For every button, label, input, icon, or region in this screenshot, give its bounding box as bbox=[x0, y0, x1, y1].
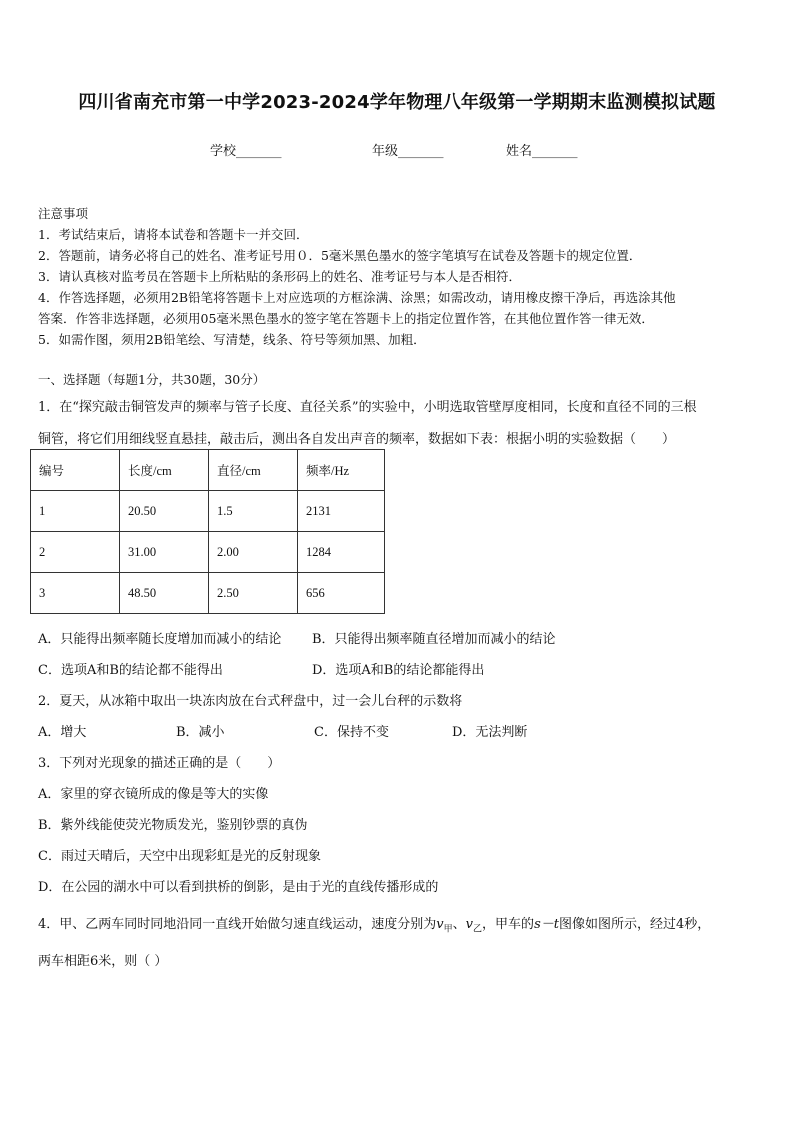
table-header-cell: 频率/Hz bbox=[298, 450, 385, 491]
table-header-cell: 直径/cm bbox=[209, 450, 298, 491]
table-cell: 48.50 bbox=[120, 573, 209, 614]
velocity-symbol: v bbox=[465, 917, 474, 932]
q1-option-a: A．只能得出频率随长度增加而减小的结论 bbox=[38, 632, 282, 647]
table-cell: 2.00 bbox=[209, 532, 298, 573]
q1-option-c: C．选项A和B的结论都不能得出 bbox=[38, 663, 223, 678]
q2-option-c: C．保持不变 bbox=[314, 725, 389, 740]
table-cell: 2131 bbox=[298, 491, 385, 532]
notice-item-4: 4．作答选择题，必须用2B铅笔将答题卡上对应选项的方框涂满、涂黑；如需改动，请用橡皮擦干净后，再选涂其他 bbox=[38, 290, 676, 305]
notice-item-2: 2．答题前，请务必将自己的姓名、准考证号用０．5毫米黑色墨水的签字笔填写在试卷及答题卡的规定位置． bbox=[38, 248, 642, 263]
q4-text-part2: ，甲车的 bbox=[482, 917, 535, 932]
subscript-jia: 甲 bbox=[443, 924, 453, 935]
table-cell: 1284 bbox=[298, 532, 385, 573]
table-row bbox=[31, 532, 385, 573]
q4-separator: 、 bbox=[452, 917, 466, 932]
q2-option-a: A．增大 bbox=[38, 725, 87, 740]
notice-item-4-cont: 答案．作答非选择题，必须用05毫米黑色墨水的签字笔在答题卡上的指定位置作答，在其他位置作答一律无效． bbox=[38, 311, 654, 326]
st-symbol: s－t bbox=[534, 917, 559, 932]
table-header-cell: 长度/cm bbox=[120, 450, 209, 491]
section-heading: 一、选择题（每题1分，共30题，30分） bbox=[38, 372, 266, 387]
table-cell: 656 bbox=[298, 573, 385, 614]
velocity-symbol: v bbox=[436, 917, 444, 932]
exam-title: 四川省南充市第一中学2023-2024学年物理八年级第一学期期末监测模拟试题 bbox=[78, 92, 716, 113]
table-cell: 1 bbox=[31, 491, 120, 532]
q3-option-c: C．雨过天晴后，天空中出现彩虹是光的反射现象 bbox=[38, 849, 321, 864]
q1-option-b: B．只能得出频率随直径增加而减小的结论 bbox=[312, 632, 556, 647]
table-row bbox=[31, 491, 385, 532]
school-field: 学校_______ bbox=[210, 144, 282, 159]
q3-option-a: A．家里的穿衣镜所成的像是等大的实像 bbox=[38, 787, 269, 802]
q3-option-b: B．紫外线能使荧光物质发光，鉴别钞票的真伪 bbox=[38, 818, 308, 833]
q1-stem-line2: 铜管，将它们用细线竖直悬挂，敲击后，测出各自发出声音的频率，数据如下表：根据小明的实验数据（ ） bbox=[38, 432, 676, 447]
subscript-yi: 乙 bbox=[473, 924, 483, 935]
q2-option-b: B．减小 bbox=[176, 725, 225, 740]
q3-option-d: D．在公园的湖水中可以看到拱桥的倒影，是由于光的直线传播形成的 bbox=[38, 880, 439, 895]
table-cell: 1.5 bbox=[209, 491, 298, 532]
q4-text-part3: 图像如图所示，经过4秒， bbox=[558, 917, 711, 932]
table-header-cell: 编号 bbox=[31, 450, 120, 491]
table-cell: 20.50 bbox=[120, 491, 209, 532]
notice-item-3: 3．请认真核对监考员在答题卡上所粘贴的条形码上的姓名、准考证号与本人是否相符． bbox=[38, 269, 521, 284]
q4-stem-line2: 两车相距6米，则（ ） bbox=[38, 954, 168, 969]
table-header-row bbox=[31, 450, 385, 491]
notice-heading: 注意事项 bbox=[38, 206, 89, 221]
table-cell: 2 bbox=[31, 532, 120, 573]
q2-option-d: D．无法判断 bbox=[452, 725, 528, 740]
table-cell: 3 bbox=[31, 573, 120, 614]
grade-field: 年级_______ bbox=[372, 144, 444, 159]
table-cell: 31.00 bbox=[120, 532, 209, 573]
q2-stem: 2．夏天，从冰箱中取出一块冻肉放在台式秤盘中，过一会儿台秤的示数将 bbox=[38, 694, 463, 709]
table-cell: 2.50 bbox=[209, 573, 298, 614]
q3-stem: 3．下列对光现象的描述正确的是（ ） bbox=[38, 756, 281, 771]
name-field: 姓名_______ bbox=[506, 144, 578, 159]
q1-option-d: D．选项A和B的结论都能得出 bbox=[312, 663, 485, 678]
q4-text-part1: 4．甲、乙两车同时同地沿同一直线开始做匀速直线运动，速度分别为 bbox=[38, 917, 437, 932]
notice-item-1: 1．考试结束后，请将本试卷和答题卡一并交回． bbox=[38, 227, 309, 242]
q1-stem-line1: 1．在“探究敲击铜管发声的频率与管子长度、直径关系”的实验中，小明选取管壁厚度相同，长度和直径不同的三根 bbox=[38, 400, 697, 415]
q4-stem-line1 bbox=[38, 913, 710, 935]
q1-data-table bbox=[30, 449, 385, 614]
table-row bbox=[31, 573, 385, 614]
notice-item-5: 5．如需作图，须用2B铅笔绘、写清楚，线条、符号等须加黑、加粗． bbox=[38, 332, 426, 347]
